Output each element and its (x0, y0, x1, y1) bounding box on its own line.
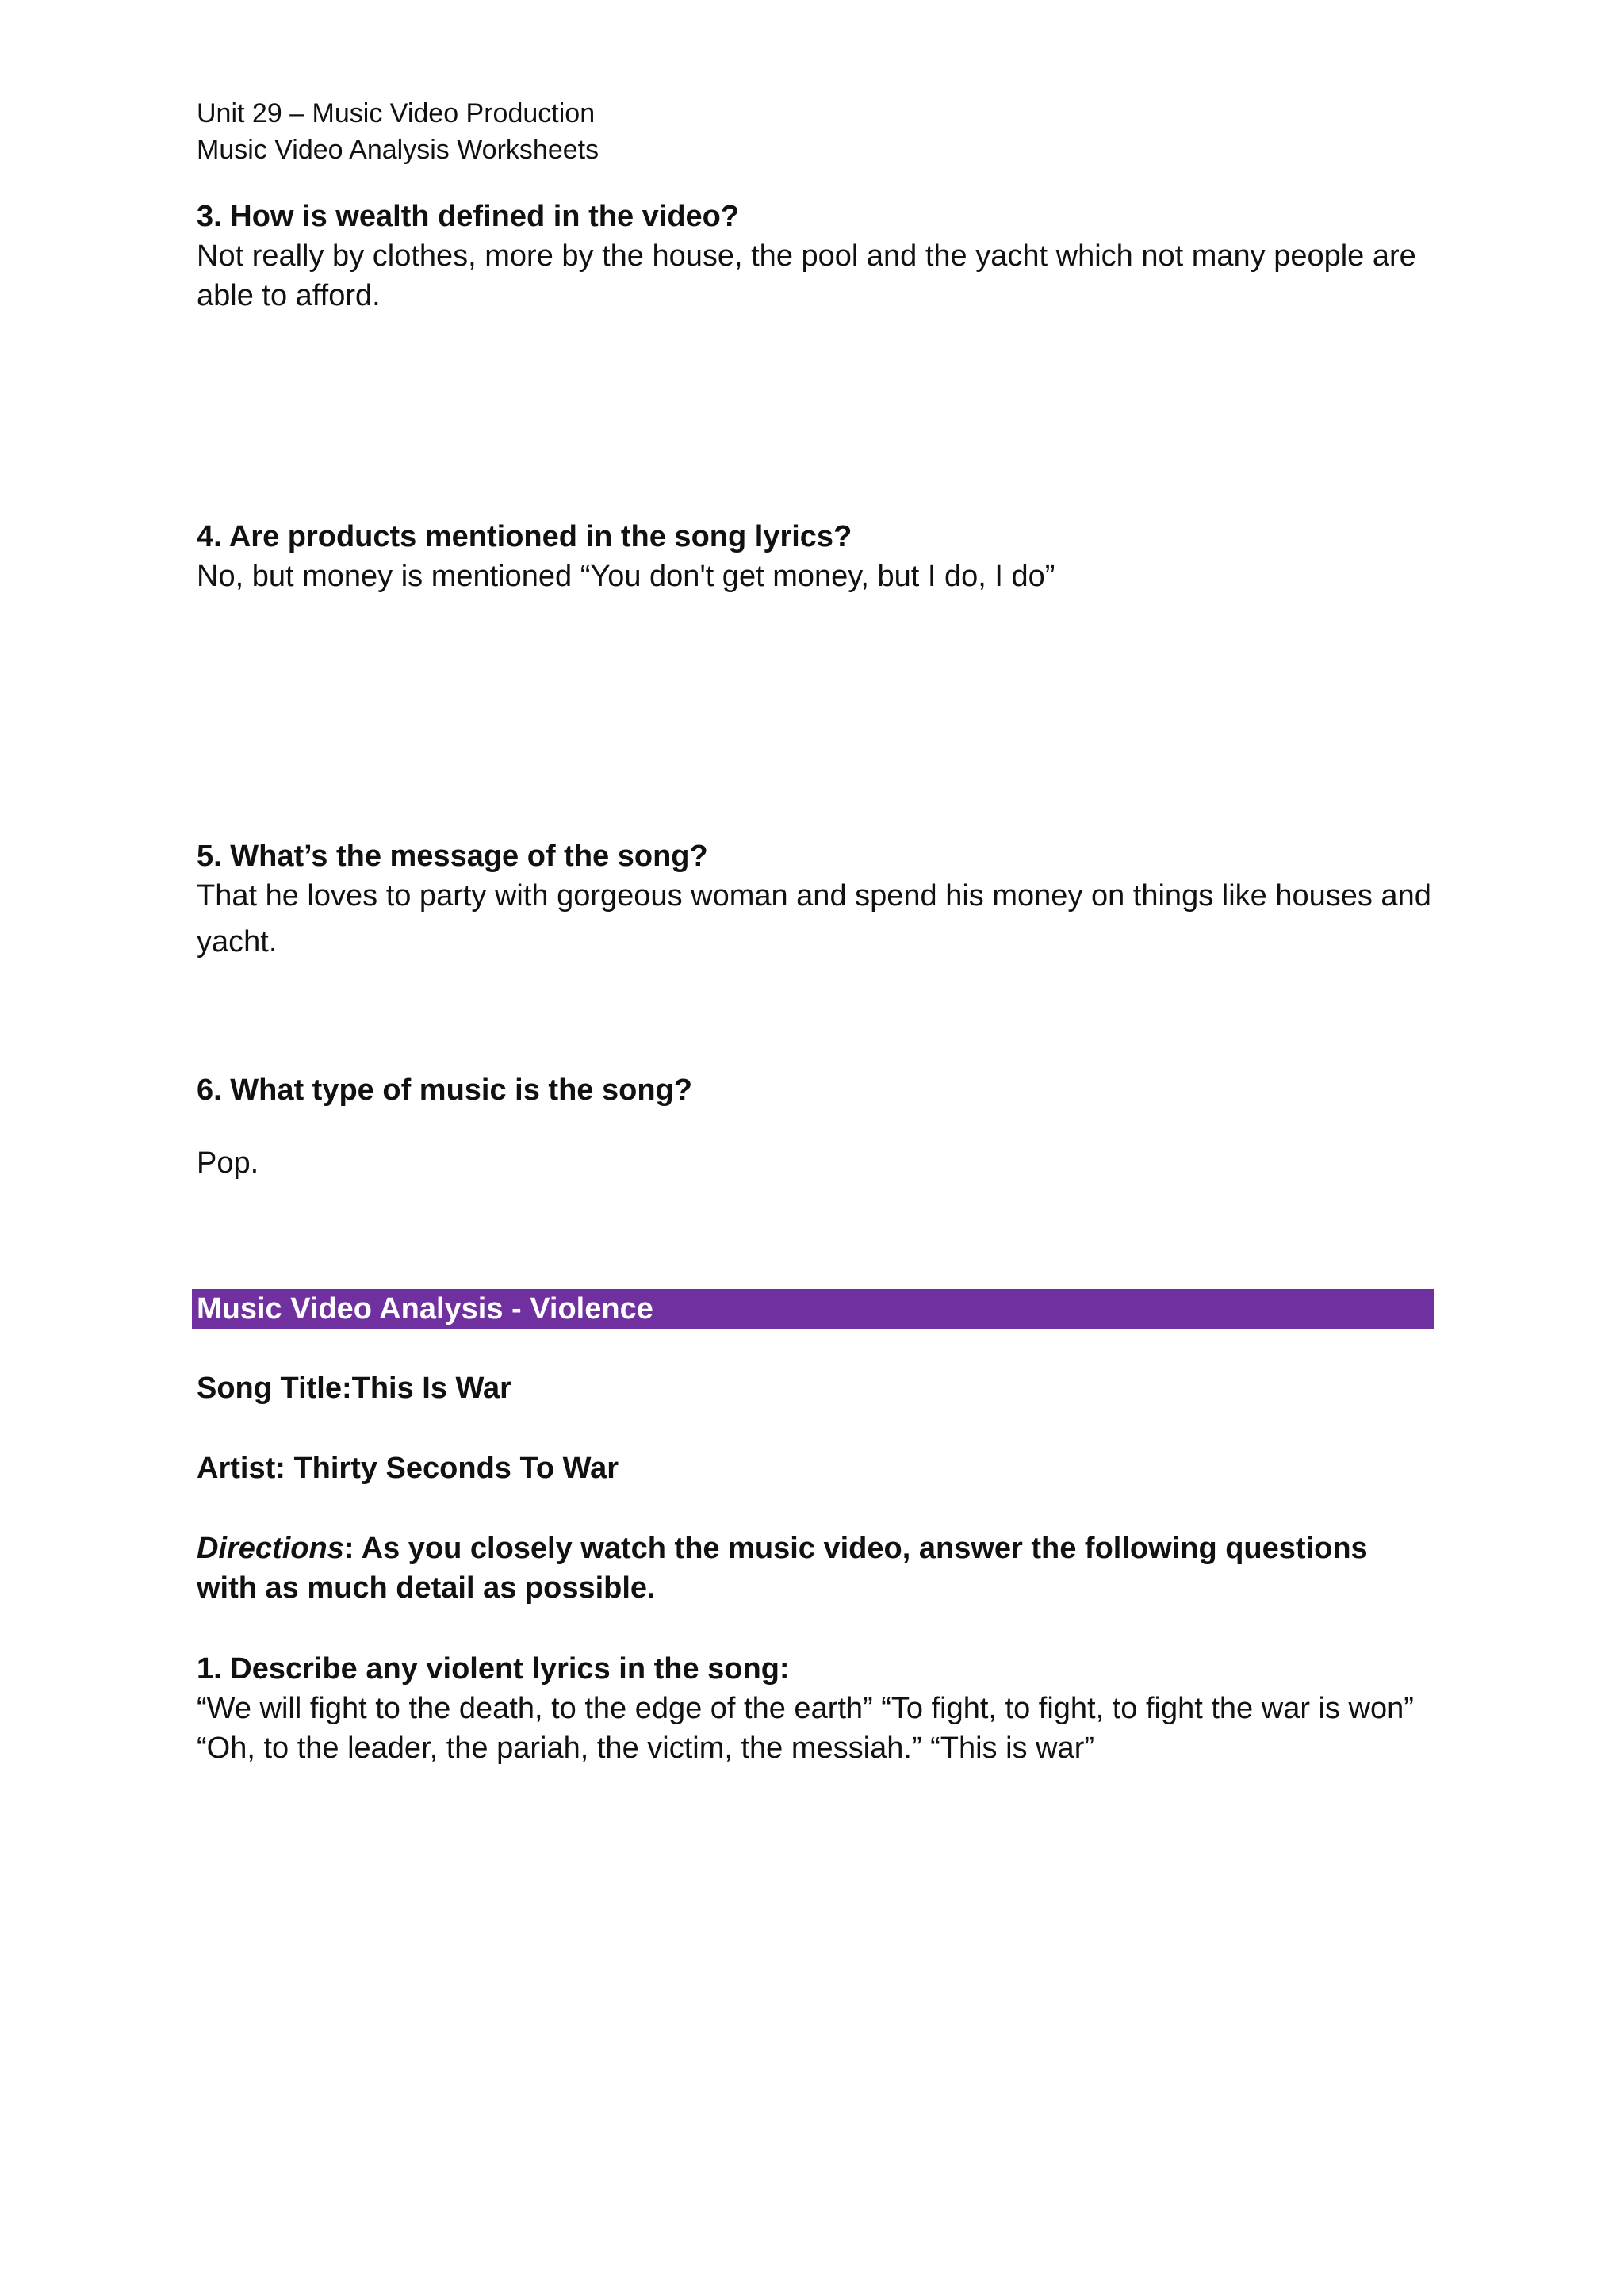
header-worksheet-title: Music Video Analysis Worksheets (197, 135, 599, 165)
question-6: 6. What type of music is the song? (197, 1073, 692, 1107)
question-3: 3. How is wealth defined in the video? (197, 200, 740, 233)
header-unit-title: Unit 29 – Music Video Production (197, 98, 596, 128)
directions-text: : As you closely watch the music video, answer the following questions with as much detail as possible. (197, 1532, 1368, 1605)
answer-5: That he loves to party with gorgeous woman and spend his money on things like houses and yacht. (197, 879, 1431, 959)
question-4: 4. Are products mentioned in the song lyrics? (197, 520, 852, 553)
violence-answer-1: “We will fight to the death, to the edge of the earth” “To fight, to fight, to fight the war is won” “Oh, to the leader, the pariah, the victim, the messiah.” “This is war” (197, 1692, 1414, 1765)
answer-6: Pop. (197, 1146, 259, 1180)
section-title: Music Video Analysis - Violence (197, 1292, 653, 1326)
answer-4: No, but money is mentioned “You don't get money, but I do, I do” (197, 560, 1055, 593)
section-header-bar (192, 1289, 1434, 1329)
answer-3: Not really by clothes, more by the house, the pool and the yacht which not many people are able to afford. (197, 239, 1416, 312)
question-5: 5. What’s the message of the song? (197, 840, 708, 873)
song-artist: Artist: Thirty Seconds To War (197, 1452, 619, 1485)
directions (197, 1529, 1402, 1608)
violence-question-1: 1. Describe any violent lyrics in the song: (197, 1652, 790, 1686)
song-title: Song Title:This Is War (197, 1372, 511, 1405)
directions-label: Directions (197, 1532, 344, 1565)
